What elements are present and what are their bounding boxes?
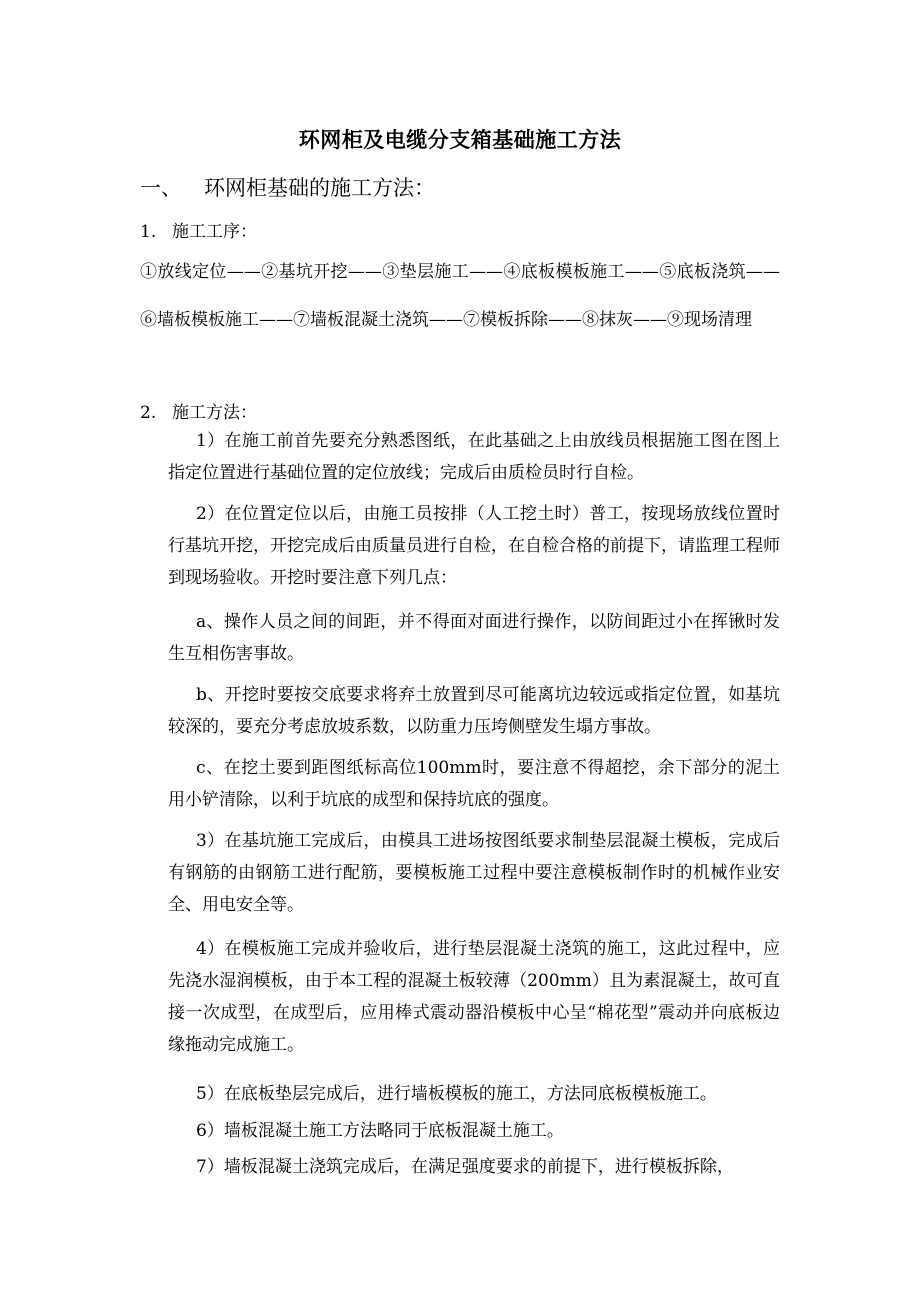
paragraph: 4）在模板施工完成并验收后，进行垫层混凝土浇筑的施工，这此过程中，应先浇水湿润模板，由于本工程的混凝土板较薄（200mm）且为素混凝土，故可直接一次成型，在成型后，应用棒式震动器沿模板中心呈“棉花型”震动并向底板边缘拖动完成施工。 (168, 939, 780, 1055)
section-number: 一、 (140, 176, 182, 200)
item-title: 施工方法： (172, 403, 257, 423)
item-number: 2. (140, 403, 157, 423)
paragraph: 1）在施工前首先要充分熟悉图纸，在此基础之上由放线员根据施工图在图上指定位置进行基础位置的定位放线；完成后由质检员时行自检。 (168, 431, 780, 483)
section-title: 环网柜基础的施工方法： (204, 176, 435, 200)
paragraph: b、开挖时要按交底要求将弃土放置到尽可能离坑边较远或指定位置，如基坑较深的，要充分考虑放坡系数，以防重力压垮侧壁发生塌方事故。 (168, 685, 780, 737)
paragraph: 5）在底板垫层完成后，进行墙板模板的施工，方法同底板模板施工。 (196, 1084, 717, 1104)
item-number: 1. (140, 222, 157, 242)
document-title: 环网柜及电缆分支箱基础施工方法 (298, 127, 622, 152)
item-heading-1 (140, 217, 257, 242)
paragraph: c、在挖土要到距图纸标高位100mm时，要注意不得超挖，余下部分的泥土用小铲清除，以利于坑底的成型和保持坑底的强度。 (168, 758, 780, 810)
paragraph: 3）在基坑施工完成后，由模具工进场按图纸要求制垫层混凝土模板，完成后有钢筋的由钢筋工进行配筋，要模板施工过程中要注意模板制作时的机械作业安全、用电安全等。 (168, 831, 780, 915)
item-title: 施工工序： (172, 222, 257, 242)
process-flow: ①放线定位——②基坑开挖——③垫层施工——④底板模板施工——⑤底板浇筑——⑥墙板模板施工——⑦墙板混凝土浇筑——⑦模板拆除——⑧抹灰——⑨现场清理 (140, 262, 780, 330)
section-heading (140, 172, 435, 202)
item-heading-2 (140, 398, 257, 423)
paragraph: 6）墙板混凝土施工方法略同于底板混凝土施工。 (196, 1121, 564, 1141)
paragraph: 2）在位置定位以后，由施工员按排（人工挖土时）普工，按现场放线位置时行基坑开挖，开挖完成后由质量员进行自检，在自检合格的前提下，请监理工程师到现场验收。开挖时要注意下列几点： (168, 504, 780, 588)
paragraph: a、操作人员之间的间距，并不得面对面进行操作，以防间距过小在挥锹时发生互相伤害事故。 (168, 612, 780, 664)
paragraph: 7）墙板混凝土浇筑完成后，在满足强度要求的前提下，进行模板拆除， (196, 1157, 734, 1177)
